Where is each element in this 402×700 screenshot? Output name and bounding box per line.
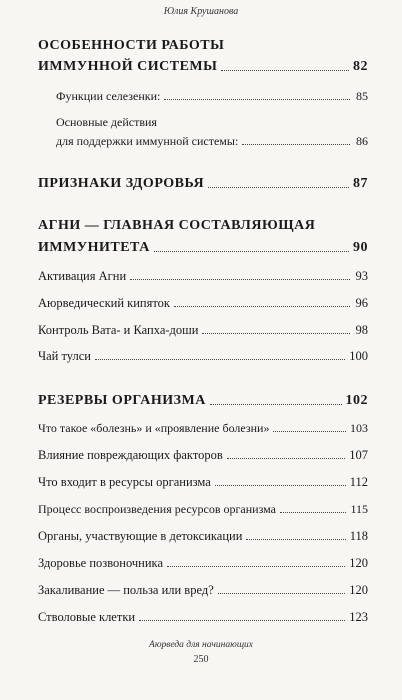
- toc-entry-title: Функции селезенки:: [56, 89, 161, 103]
- toc-page-number: 123: [349, 610, 368, 624]
- toc-entry-hardening[interactable]: [38, 583, 368, 598]
- dot-leader: [164, 99, 350, 100]
- toc-heading-reserves[interactable]: [38, 393, 368, 409]
- running-footer-book-title: Аюрведа для начинающих: [149, 640, 253, 650]
- toc-page-number: 93: [355, 269, 368, 283]
- dot-leader: [210, 404, 342, 405]
- toc-entry-stem-cells[interactable]: [38, 610, 368, 625]
- toc-entry-immune-support[interactable]: [56, 134, 368, 149]
- dot-leader: [215, 485, 346, 486]
- toc-heading-health-signs[interactable]: [38, 176, 368, 192]
- dot-leader: [202, 333, 350, 334]
- dot-leader: [154, 251, 349, 252]
- toc-page-number: 118: [349, 529, 368, 543]
- toc-page-number: 90: [353, 240, 368, 255]
- dot-leader: [139, 620, 345, 621]
- toc-heading-line1: АГНИ — ГЛАВНАЯ СОСТАВЛЯЮЩАЯ: [38, 218, 316, 233]
- toc-heading-line1: ОСОБЕННОСТИ РАБОТЫ: [38, 38, 225, 53]
- toc-heading-line2: ИММУННОЙ СИСТЕМЫ: [38, 59, 218, 74]
- dot-leader: [227, 458, 345, 459]
- toc-entry-title: Органы, участвующие в детоксикации: [38, 529, 243, 543]
- toc-heading-title: РЕЗЕРВЫ ОРГАНИЗМА: [38, 393, 206, 408]
- toc-heading-line2: ИММУНИТЕТА: [38, 240, 150, 255]
- toc-entry-line2: для поддержки иммунной системы:: [56, 134, 239, 148]
- toc-page-number: 82: [353, 59, 368, 74]
- dot-leader: [280, 512, 346, 513]
- running-header-author: Юлия Крушанова: [163, 6, 239, 17]
- toc-heading-title: ПРИЗНАКИ ЗДОРОВЬЯ: [38, 176, 205, 191]
- toc-entry-tulsi-tea[interactable]: [38, 349, 368, 364]
- toc-page-number: 107: [349, 448, 368, 462]
- toc-entry-title: Закаливание — польза или вред?: [38, 583, 214, 597]
- toc-page-number: 86: [356, 134, 368, 148]
- toc-entry-detox-organs[interactable]: [38, 529, 368, 544]
- toc-page-number: 120: [349, 583, 368, 597]
- dot-leader: [246, 539, 345, 540]
- page-number: 250: [193, 654, 209, 665]
- dot-leader: [221, 70, 349, 71]
- toc-entry-title: Стволовые клетки: [38, 610, 136, 624]
- dot-leader: [208, 187, 349, 188]
- toc-heading-immune[interactable]: [38, 59, 368, 75]
- toc-entry-title: Что входит в ресурсы организма: [38, 475, 211, 489]
- dot-leader: [95, 359, 345, 360]
- toc-entry-title: Контроль Вата- и Капха-доши: [38, 323, 199, 337]
- dot-leader: [218, 593, 345, 594]
- dot-leader: [167, 566, 345, 567]
- toc-entry-dosha-control[interactable]: [38, 323, 368, 338]
- toc-entry-title: Чай тулси: [38, 349, 91, 363]
- toc-page-number: 115: [350, 502, 368, 516]
- toc-entry-disease[interactable]: [38, 421, 368, 436]
- dot-leader: [242, 144, 350, 145]
- toc-entry-title: Активация Агни: [38, 269, 127, 283]
- toc-entry-title: Влияние повреждающих факторов: [38, 448, 223, 462]
- toc-page-number: 102: [345, 393, 368, 408]
- toc-entry-title: Что такое «болезнь» и «проявление болезни»: [38, 421, 270, 435]
- toc-entry-boiled-water[interactable]: [38, 296, 368, 311]
- toc-entry-spine-health[interactable]: [38, 556, 368, 571]
- toc-page-number: 98: [355, 323, 368, 337]
- toc-page-number: 100: [349, 349, 368, 363]
- toc-page-number: 85: [356, 89, 368, 103]
- toc-entry-line1: Основные действия: [56, 115, 157, 129]
- toc-entry-title: Аюрведический кипяток: [38, 296, 170, 310]
- toc-page-number: 103: [350, 421, 368, 435]
- toc-page-number: 120: [349, 556, 368, 570]
- toc-page-number: 96: [355, 296, 368, 310]
- toc-entry-agni-activation[interactable]: [38, 269, 368, 284]
- toc-entry-resources[interactable]: [38, 475, 368, 490]
- dot-leader: [273, 431, 346, 432]
- toc-entry-damaging-factors[interactable]: [38, 448, 368, 463]
- dot-leader: [174, 306, 350, 307]
- toc-entry-title: Процесс воспроизведения ресурсов организма: [38, 502, 277, 516]
- toc-entry-resource-reproduction[interactable]: [38, 502, 368, 517]
- toc-entry-title: Здоровье позвоночника: [38, 556, 163, 570]
- toc-entry-spleen[interactable]: [56, 89, 368, 104]
- toc-page-number: 87: [353, 176, 368, 191]
- toc-heading-agni[interactable]: [38, 240, 368, 256]
- toc-page-number: 112: [349, 475, 368, 489]
- dot-leader: [130, 279, 350, 280]
